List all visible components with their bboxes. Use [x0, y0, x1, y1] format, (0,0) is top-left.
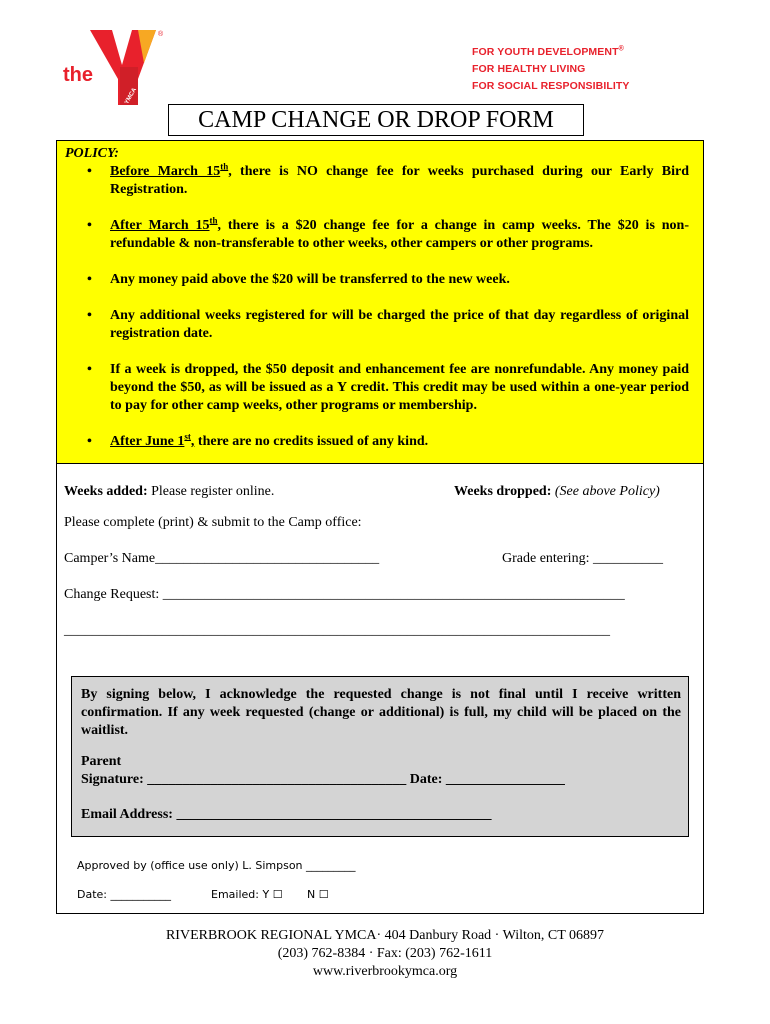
ymca-logo	[60, 27, 170, 107]
email-address-field[interactable]: Email Address: _____________________________________________	[81, 807, 492, 822]
svg-text:®: ®	[158, 31, 164, 38]
acknowledgement-box	[71, 676, 689, 837]
policy-item: • After March 15th, there is a $20 change fee for a change in camp weeks. The $20 is non-refundable & non-transferable to other weeks, other campers or other programs.	[57, 217, 697, 253]
change-request-field[interactable]: Change Request: __________________________________________________________________	[64, 587, 625, 602]
ymca-y-icon	[60, 27, 170, 107]
page-title: CAMP CHANGE OR DROP FORM	[168, 104, 584, 136]
office-date-field: Date: ___________	[77, 888, 171, 901]
office-emailed-no[interactable]: N ☐	[307, 888, 329, 901]
policy-item: • Any money paid above the $20 will be transferred to the new week.	[57, 271, 697, 289]
policy-list	[57, 163, 697, 469]
footer-phone: (203) 762-8384 · Fax: (203) 762-1611	[277, 946, 493, 961]
policy-item: • Any additional weeks registered for will be charged the price of that day regardless of original registration date.	[57, 307, 697, 343]
checkbox-icon[interactable]: ☐	[272, 888, 283, 901]
svg-text:the: the	[63, 64, 93, 86]
ymca-tagline: FOR YOUTH DEVELOPMENT® FOR HEALTHY LIVING FOR SOCIAL RESPONSIBILITY	[472, 45, 630, 92]
policy-item: • Before March 15th, there is NO change fee for weeks purchased during our Early Bird Registration.	[57, 163, 697, 199]
weeks-added: Weeks added: Please register online.	[64, 484, 275, 499]
weeks-dropped: Weeks dropped: (See above Policy)	[454, 484, 660, 499]
policy-item: • After June 1st, there are no credits issued of any kind.	[57, 433, 697, 451]
policy-label: POLICY:	[65, 146, 119, 161]
office-emailed-yes[interactable]: Emailed: Y ☐	[211, 888, 283, 901]
parent-label: Parent	[81, 754, 122, 769]
parent-signature-field[interactable]: Signature: _____________________________________ Date: _________________	[81, 772, 565, 787]
svg-text:YMCA: YMCA	[124, 87, 139, 106]
policy-box	[56, 140, 704, 464]
office-approved: Approved by (office use only) L. Simpson _________	[77, 859, 356, 872]
footer-address: RIVERBROOK REGIONAL YMCA· 404 Danbury Road · Wilton, CT 06897	[165, 928, 605, 943]
camper-name-field[interactable]: Camper’s Name________________________________	[64, 551, 380, 566]
acknowledgement-text: By signing below, I acknowledge the requested change is not final until I receive written confirmation. If any week requested (change or additional) is full, my child will be placed on the waitlist.	[81, 687, 681, 738]
checkbox-icon[interactable]: ☐	[318, 888, 329, 901]
policy-item: • If a week is dropped, the $50 deposit and enhancement fee are nonrefundable. Any money paid beyond the $50, as will be issued as a Y credit. This credit may be used within a one-year period to pay for other camp weeks, other programs or membership.	[57, 361, 697, 415]
change-request-line-2[interactable]: ______________________________________________________________________________	[64, 623, 610, 638]
instructions: Please complete (print) & submit to the Camp office:	[64, 515, 362, 530]
footer-website[interactable]: www.riverbrookymca.org	[312, 964, 458, 979]
grade-entering-field[interactable]: Grade entering: __________	[502, 551, 663, 566]
